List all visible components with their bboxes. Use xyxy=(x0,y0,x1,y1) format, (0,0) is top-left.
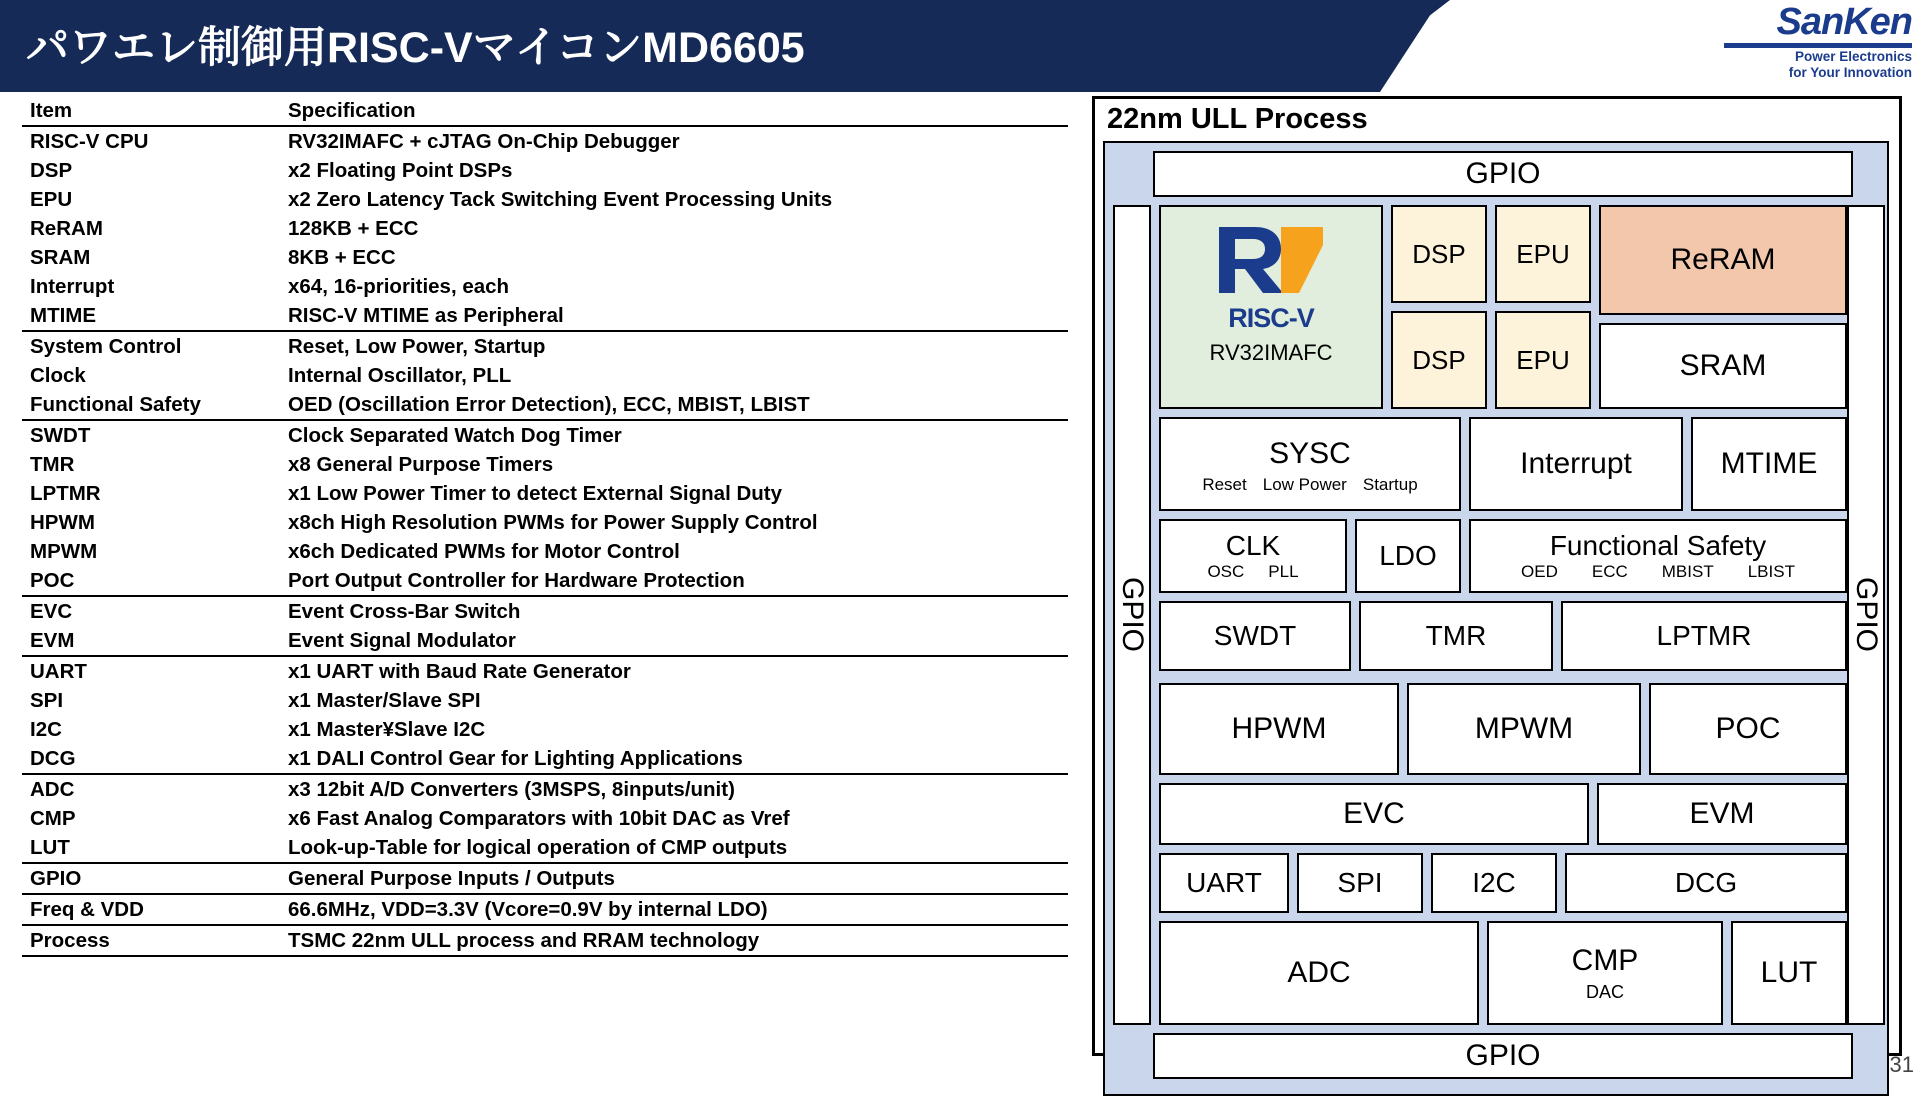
block-tmr xyxy=(1359,601,1553,671)
row-specification: 128KB + ECC xyxy=(288,217,419,240)
row-item: HPWM xyxy=(30,511,95,534)
block-sysc xyxy=(1159,417,1461,511)
block-reram-label: ReRAM xyxy=(1670,243,1776,276)
specification-table xyxy=(22,96,1068,957)
block-sysc-sub-startup: Startup xyxy=(1362,475,1418,494)
block-sram-label: SRAM xyxy=(1679,349,1767,382)
block-cmp-label: CMP xyxy=(1571,943,1639,977)
block-adc-label: ADC xyxy=(1287,956,1351,989)
table-row xyxy=(22,774,1068,804)
row-item: SRAM xyxy=(30,246,91,269)
row-specification: Internal Oscillator, PLL xyxy=(288,364,512,387)
row-item: CMP xyxy=(30,807,76,830)
row-specification: x2 Zero Latency Tack Switching Event Processing Units xyxy=(288,188,833,211)
row-item: Clock xyxy=(30,364,86,387)
block-sysc-sub-reset: Reset xyxy=(1202,475,1247,494)
block-hpwm xyxy=(1159,683,1399,775)
block-cpu-sublabel: RV32IMAFC xyxy=(1209,340,1333,365)
block-fsafety-sub-mbist: MBIST xyxy=(1661,562,1714,581)
table-row xyxy=(22,479,1068,508)
block-uart-label: UART xyxy=(1186,867,1262,898)
block-dsp-2 xyxy=(1391,311,1487,409)
block-epu-2-label: EPU xyxy=(1516,344,1570,375)
row-item: I2C xyxy=(30,718,62,741)
block-tmr-label: TMR xyxy=(1425,620,1487,651)
table-row xyxy=(22,126,1068,156)
block-mpwm-label: MPWM xyxy=(1474,712,1574,745)
block-lptmr-label: LPTMR xyxy=(1656,620,1752,651)
row-specification: x1 DALI Control Gear for Lighting Applications xyxy=(280,744,1068,774)
block-evc-label: EVC xyxy=(1343,797,1405,830)
block-lptmr xyxy=(1561,601,1847,671)
table-row xyxy=(22,450,1068,479)
table-row xyxy=(22,156,1068,185)
block-evm xyxy=(1597,783,1847,845)
block-gpio-left xyxy=(1113,205,1151,1025)
block-dsp-1 xyxy=(1391,205,1487,303)
row-item: EVC xyxy=(30,600,73,623)
row-specification: x1 UART with Baud Rate Generator xyxy=(288,660,631,683)
block-ldo xyxy=(1355,519,1461,593)
block-epu-1-label: EPU xyxy=(1516,238,1570,269)
risc-v-logo-mark xyxy=(1211,221,1331,301)
block-swdt-label: SWDT xyxy=(1213,620,1297,651)
block-gpio-top-label: GPIO xyxy=(1465,157,1541,190)
row-item: System Control xyxy=(30,335,182,358)
block-gpio-left-label: GPIO xyxy=(1116,577,1149,653)
block-fsafety-sub-lbist: LBIST xyxy=(1747,562,1795,581)
block-gpio-top xyxy=(1153,151,1853,197)
block-sysc-label: SYSC xyxy=(1269,437,1351,470)
row-specification: Reset, Low Power, Startup xyxy=(288,335,546,358)
row-item: EVM xyxy=(22,626,280,656)
block-gpio-right xyxy=(1847,205,1885,1025)
header-slant-decoration-2 xyxy=(1380,0,1510,92)
block-mpwm xyxy=(1407,683,1641,775)
row-specification: Event Cross-Bar Switch xyxy=(288,600,521,623)
table-row xyxy=(22,243,1068,272)
block-gpio-right-label: GPIO xyxy=(1850,577,1883,653)
block-clk-sub-pll: PLL xyxy=(1268,562,1299,581)
chip-outline xyxy=(1103,141,1889,1096)
row-specification: Look-up-Table for logical operation of CMP outputs xyxy=(280,833,1068,863)
table-row xyxy=(22,390,1068,420)
block-diagram xyxy=(1092,96,1902,1072)
table-row xyxy=(22,537,1068,566)
row-item: SPI xyxy=(30,689,64,712)
row-item: DCG xyxy=(22,744,280,774)
logo-divider xyxy=(1724,43,1912,48)
risc-v-logo-text: RISC-V xyxy=(1228,303,1314,333)
block-swdt xyxy=(1159,601,1351,671)
block-interrupt xyxy=(1469,417,1683,511)
table-row xyxy=(22,686,1068,715)
table-row xyxy=(22,833,1068,863)
table-row xyxy=(22,925,1068,956)
table-row xyxy=(22,361,1068,390)
row-item: Freq & VDD xyxy=(22,894,280,925)
block-mtime-label: MTIME xyxy=(1720,447,1818,480)
row-item: DSP xyxy=(30,159,73,182)
block-spi xyxy=(1297,853,1423,913)
block-evm-label: EVM xyxy=(1689,797,1755,830)
table-row xyxy=(22,744,1068,774)
table-row xyxy=(22,626,1068,656)
row-specification: x1 Master¥Slave I2C xyxy=(288,718,486,741)
block-epu-1 xyxy=(1495,205,1591,303)
page-title: パワエレ制御用RISC-VマイコンMD6605 xyxy=(26,24,805,72)
block-clk-sub-osc: OSC xyxy=(1207,562,1245,581)
block-cmp xyxy=(1487,921,1723,1025)
block-fsafety-sub-oed: OED xyxy=(1521,562,1558,581)
row-specification: x64, 16-priorities, each xyxy=(288,275,510,298)
row-specification: OED (Oscillation Error Detection), ECC, MBIST, LBIST xyxy=(280,390,1068,420)
table-row xyxy=(22,804,1068,833)
page-header xyxy=(0,0,1920,92)
block-ldo-label: LDO xyxy=(1379,540,1437,571)
block-clk xyxy=(1159,519,1347,593)
table-row xyxy=(22,420,1068,450)
row-specification: x1 Low Power Timer to detect External Signal Duty xyxy=(288,482,783,505)
table-row xyxy=(22,185,1068,214)
row-item: TMR xyxy=(30,453,75,476)
block-poc-label: POC xyxy=(1715,712,1781,745)
table-header-row xyxy=(22,96,1068,126)
block-spi-label: SPI xyxy=(1337,867,1383,898)
column-header-item: Item xyxy=(22,96,280,126)
table-row xyxy=(22,596,1068,626)
block-lut-label: LUT xyxy=(1760,956,1818,989)
block-sysc-sub-lowpower: Low Power xyxy=(1262,475,1347,494)
row-specification: 8KB + ECC xyxy=(288,246,396,269)
block-adc xyxy=(1159,921,1479,1025)
row-specification: x1 Master/Slave SPI xyxy=(288,689,481,712)
block-clk-label: CLK xyxy=(1225,530,1281,561)
table-row xyxy=(22,508,1068,537)
block-risc-v-cpu xyxy=(1159,205,1383,409)
column-header-specification: Specification xyxy=(280,96,1068,126)
row-item: GPIO xyxy=(22,863,280,894)
process-title: 22nm ULL Process xyxy=(1107,103,1368,135)
page-number: 31 xyxy=(1889,1052,1914,1077)
table-row xyxy=(22,214,1068,243)
block-interrupt-label: Interrupt xyxy=(1520,447,1632,480)
table-row xyxy=(22,272,1068,301)
row-item: LPTMR xyxy=(30,482,101,505)
block-dcg-label: DCG xyxy=(1674,867,1738,898)
row-item: RISC-V CPU xyxy=(30,130,149,153)
block-functional-safety xyxy=(1469,519,1847,593)
row-item: Functional Safety xyxy=(22,390,280,420)
row-item: MTIME xyxy=(22,301,280,331)
row-specification: x6ch Dedicated PWMs for Motor Control xyxy=(288,540,680,563)
table-row xyxy=(22,715,1068,744)
block-mtime xyxy=(1691,417,1847,511)
row-specification: RISC-V MTIME as Peripheral xyxy=(280,301,1068,331)
block-functional-safety-label: Functional Safety xyxy=(1549,530,1767,561)
block-sram xyxy=(1599,323,1847,409)
row-specification: General Purpose Inputs / Outputs xyxy=(280,863,1068,894)
block-lut xyxy=(1731,921,1847,1025)
row-specification: x8 General Purpose Timers xyxy=(288,453,554,476)
row-specification: x8ch High Resolution PWMs for Power Supply Control xyxy=(288,511,818,534)
table-row xyxy=(22,894,1068,925)
block-uart xyxy=(1159,853,1289,913)
logo-tagline-line2: for Your Innovation xyxy=(1788,65,1912,80)
row-specification: TSMC 22nm ULL process and RRAM technology xyxy=(280,925,1068,956)
table-row xyxy=(22,301,1068,331)
block-fsafety-sub-ecc: ECC xyxy=(1591,562,1628,581)
row-item: Interrupt xyxy=(30,275,115,298)
block-poc xyxy=(1649,683,1847,775)
block-dcg xyxy=(1565,853,1847,913)
row-specification: RV32IMAFC + cJTAG On-Chip Debugger xyxy=(288,130,680,153)
block-dsp-2-label: DSP xyxy=(1412,344,1466,375)
sanken-logo xyxy=(1722,2,1912,80)
row-specification: x3 12bit A/D Converters (3MSPS, 8inputs/unit) xyxy=(288,778,735,801)
row-item: POC xyxy=(22,566,280,596)
block-reram xyxy=(1599,205,1847,315)
table-row xyxy=(22,331,1068,361)
block-evc xyxy=(1159,783,1589,845)
row-specification: Event Signal Modulator xyxy=(280,626,1068,656)
row-specification: x2 Floating Point DSPs xyxy=(288,159,513,182)
block-gpio-bottom xyxy=(1153,1033,1853,1079)
logo-wordmark: SanKen xyxy=(1776,1,1912,43)
row-specification: Port Output Controller for Hardware Protection xyxy=(280,566,1068,596)
row-item: ADC xyxy=(30,778,75,801)
row-item: UART xyxy=(30,660,87,683)
row-item: EPU xyxy=(30,188,73,211)
row-item: ReRAM xyxy=(30,217,103,240)
row-specification: 66.6MHz, VDD=3.3V (Vcore=0.9V by internal LDO) xyxy=(280,894,1068,925)
row-item: SWDT xyxy=(30,424,91,447)
logo-tagline-line1: Power Electronics xyxy=(1794,49,1912,64)
row-specification: x6 Fast Analog Comparators with 10bit DAC as Vref xyxy=(288,807,790,830)
row-item: Process xyxy=(22,925,280,956)
block-epu-2 xyxy=(1495,311,1591,409)
block-cmp-sub-dac: DAC xyxy=(1585,981,1624,1002)
block-gpio-bottom-label: GPIO xyxy=(1465,1039,1541,1072)
row-item: LUT xyxy=(22,833,280,863)
block-i2c-label: I2C xyxy=(1472,867,1516,898)
block-hpwm-label: HPWM xyxy=(1231,712,1327,745)
block-i2c xyxy=(1431,853,1557,913)
table-row xyxy=(22,656,1068,686)
table-row xyxy=(22,863,1068,894)
row-specification: Clock Separated Watch Dog Timer xyxy=(288,424,622,447)
table-row xyxy=(22,566,1068,596)
block-dsp-1-label: DSP xyxy=(1412,238,1466,269)
row-item: MPWM xyxy=(30,540,98,563)
